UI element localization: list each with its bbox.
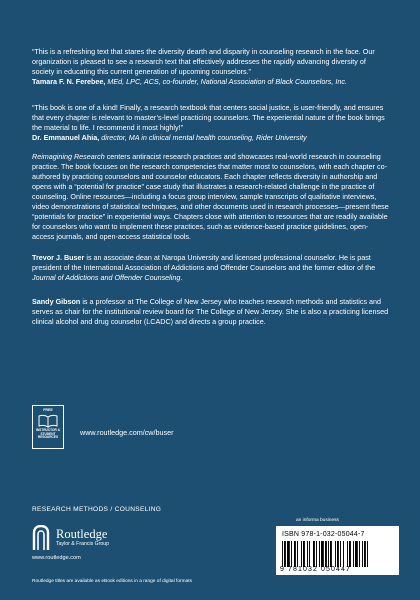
free-resources-badge [32, 405, 64, 449]
author-bio-1 [32, 253, 390, 283]
isbn-barcode [276, 526, 399, 575]
quote-author: Dr. Emmanuel Ahia, [32, 133, 100, 142]
author-bio-2 [32, 297, 390, 327]
badge-top-label: FREE [43, 408, 53, 412]
isbn-label: ISBN 978-1-032-05044-7 [282, 531, 365, 538]
journal-title: Journal of Addictions and Offender Counseling [32, 273, 181, 282]
endorsement-quote-2 [32, 103, 390, 143]
author-name: Sandy Gibson [32, 297, 81, 306]
ebook-footnote: Routledge titles are available as eBook editions in a range of digital formats [32, 579, 192, 584]
barcode-bars [282, 541, 394, 567]
publisher-link[interactable]: www.routledge.com [32, 555, 81, 561]
open-book-icon [38, 414, 58, 428]
informa-tagline: an informa business [296, 518, 339, 523]
description-body: centers antiracist research practices and showcases real-world research in counseling practice. The book focuses on the research competencies that matter most to counselors, with each chapter co-authored by practicing counselors and counselor educators. Each chapter reflects diversity in authorship and opens with a “potential for practice” case study that illustrates a research-related challenge in the practice of counseling. Online resources—including a focus group interview, sample transcripts of qualitative interviews, video demonstrations of statistical techniques, and other documents used in research processes—present these “potentials for practice” in experiential ways. Chapters close with attention to resources that are readily available for counselors who want to implement these practices, such as evidence-based practice guidelines, open-access journals, and open-access statistical tools. [32, 152, 389, 241]
routledge-logo-icon [32, 525, 50, 551]
publisher-text [56, 528, 109, 548]
quote-author: Tamara F. N. Ferebee, [32, 77, 106, 86]
quote-affiliation: director, MA in clinical mental health counseling, Rider University [101, 133, 307, 142]
quote-affiliation: MEd, LPC, ACS, co-founder, National Association of Black Counselors, Inc. [107, 77, 347, 86]
publisher-logo [32, 524, 109, 552]
endorsement-quote-1 [32, 47, 390, 87]
resources-link[interactable]: www.routledge.com/cw/buser [80, 428, 174, 437]
barcode-digits: 9 781032 050447 [280, 566, 351, 573]
book-title: Reimagining Research [32, 152, 105, 161]
publisher-group: Taylor & Francis Group [56, 541, 110, 547]
bio-end: . [180, 273, 183, 282]
quote-attribution [32, 77, 390, 87]
quote-attribution [32, 133, 390, 143]
badge-bottom-label: INSTRUCTOR & STUDENT RESOURCES [35, 428, 61, 440]
quote-text: “This book is one of a kind! Finally, a research textbook that centers social justice, is user-friendly, and ensures that every chapter is relevant to master’s-level practicing counselors. The experiential nature of the book brings the material to life. I recommend it most highly!” [32, 103, 385, 132]
quote-text: “This is a refreshing text that stares the diversity dearth and disparity in counseling research in the face. Our organization is pleased to see a research text that effectively addresses the rapidly advancing diversity of society in educating this current generation of upcoming counselors.” [32, 47, 375, 76]
author-name: Trevor J. Buser [32, 253, 85, 262]
bio-text: is an associate dean at Naropa University and licensed professional counselor. He is past president of the International Association of Addictions and Offender Counselors and the former editor of the [32, 253, 376, 272]
book-description [32, 152, 390, 242]
bio-text: is a professor at The College of New Jersey who teaches research methods and statistics and serves as chair for the institutional review board for The College of New Jersey. She is also a practicing licensed clinical alcohol and drug counselor (LCADC) and directs a group practice. [32, 297, 389, 326]
subject-category: RESEARCH METHODS / COUNSELING [32, 506, 162, 513]
publisher-name: Routledge [56, 527, 108, 541]
